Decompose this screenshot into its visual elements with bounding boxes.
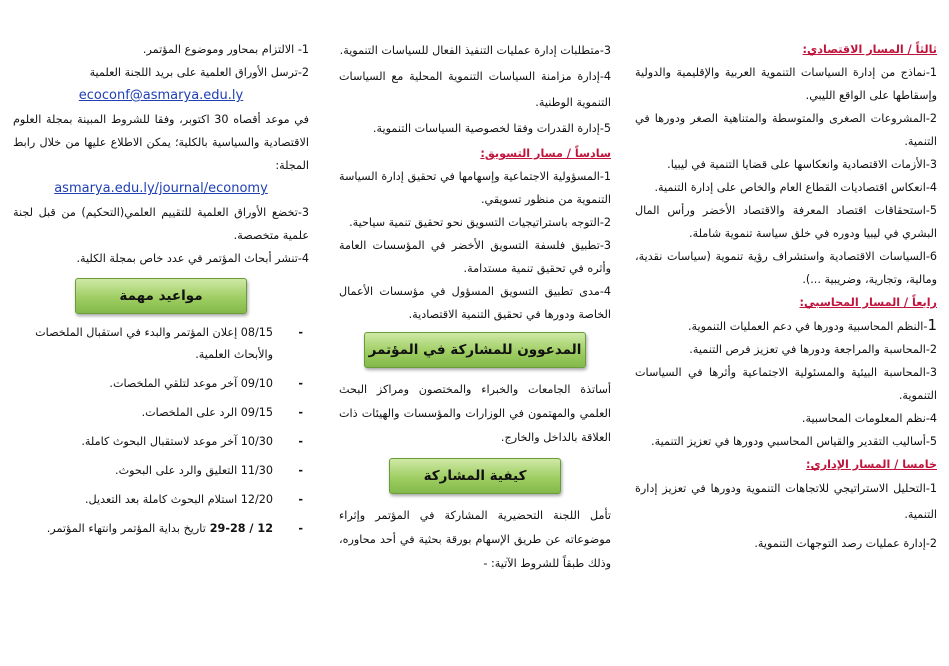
invited-text: أساتذة الجامعات والخبراء والمختصون ومراكز البحث العلمي والمهتمون في الوزارات والمؤسسات والهيئات ذات العلاقة بالداخل والخارج.: [339, 383, 611, 444]
list-item: 4-مدى تطبيق التسويق المسؤول في مؤسسات الأعمال الخاصة ودورها في تحقيق التنمية الاقتصادية.: [339, 285, 611, 321]
date-value: 12/20: [240, 493, 273, 506]
date-text: استلام البحوث كاملة بعد التعديل.: [84, 493, 238, 506]
list-item: [13, 322, 309, 366]
date-value: 12 / 29-28: [209, 522, 273, 535]
accounting-items: [635, 314, 937, 453]
date-text: آخر موعد لاستقبال البحوث كاملة.: [81, 435, 238, 448]
list-item: 5-أساليب التقدير والقياس المحاسبي ودورها في تعزيز التنمية.: [651, 435, 937, 448]
list-item: 3-الأزمات الاقتصادية وانعكاسها على قضايا التنمية في ليبيا.: [667, 158, 937, 171]
track-accounting-heading: رابعاً / المسار المحاسبي:: [799, 296, 937, 309]
list-item: 3-متطلبات إدارة عمليات التنفيذ الفعال للسياسات التنموية.: [339, 44, 611, 57]
date-value: 10/30: [240, 435, 273, 448]
admin-items-continued: [339, 38, 611, 142]
list-item: 5-إدارة القدرات وفقا لخصوصية السياسات التنموية.: [372, 122, 611, 135]
list-item: [13, 459, 309, 482]
list-item: 4-إدارة مزامنة السياسات التنموية المحلية مع السياسات التنموية الوطنية.: [339, 70, 611, 109]
list-item: 3-تطبيق فلسفة التسويق الأخضر في المؤسسات العامة وأثره في تحقيق تنمية مستدامة.: [339, 239, 611, 275]
list-item: 1-المسؤولية الاجتماعية وإسهامها في تحقيق إدارة السياسة التنموية من منظور تسويقي.: [339, 170, 611, 206]
date-text: تاريخ بداية المؤتمر وانتهاء المؤتمر.: [46, 522, 206, 535]
journal-link[interactable]: asmarya.edu.ly/journal/economy: [54, 181, 268, 196]
how-to-participate-box: كيفية المشاركة: [389, 458, 561, 494]
condition-item: 4-تنشر أبحاث المؤتمر في عدد خاص بمجلة الكلية.: [76, 252, 309, 265]
email-link[interactable]: ecoconf@asmarya.edu.ly: [78, 88, 244, 103]
item-number: 1: [927, 316, 937, 334]
left-column: [13, 38, 309, 540]
condition-item: في موعد أقصاه 30 اكتوبر، وفقا للشروط المبينة بمجلة العلوم الاقتصادية والسياسية بالكلية؛ يمكن الاطلاع عليها من خلال رابط المجلة:: [13, 113, 309, 172]
list-item: 3-المحاسبة البيئية والمسئولية الاجتماعية وأثرها في السياسات التنموية.: [635, 366, 937, 402]
date-value: 08/15: [240, 326, 273, 339]
admin-items: [635, 476, 937, 555]
list-item: [13, 488, 309, 511]
how-to-participate-text: تأمل اللجنة التحضيرية المشاركة في المؤتمر وإثراء موضوعاته عن طريق الإسهام بورقة بحثية في أحد محاوره، وذلك طبقاً للشروط الآتية: -: [339, 509, 611, 570]
date-text: إعلان المؤتمر والبدء في استقبال الملخصات والأبحاث العلمية.: [35, 326, 273, 361]
list-item: 2-المحاسبة والمراجعة ودورها في تعزيز فرص التنمية.: [689, 343, 937, 356]
list-item: 4-نظم المعلومات المحاسبية.: [801, 412, 937, 425]
item-text: -النظم المحاسبية ودورها في دعم العمليات التنموية.: [687, 320, 928, 333]
list-item: [13, 430, 309, 453]
track-economic-heading: ثالثاً / المسار الاقتصادي:: [802, 43, 937, 56]
list-item: 5-استحقاقات اقتصاد المعرفة والاقتصاد الأخضر ورأس المال البشري في ليبيا ودوره في خلق سياسة تنموية شاملة.: [635, 204, 937, 240]
marketing-items: [339, 165, 611, 326]
list-item: [635, 314, 937, 338]
list-item: 1-التحليل الاستراتيجي للاتجاهات التنموية ودورها في تعزيز إدارة التنمية.: [635, 482, 937, 521]
list-item: 1-نماذج من إدارة السياسات التنموية العربية والإقليمية والدولية وإسقاطها على الواقع الليبي.: [635, 66, 937, 102]
track-admin-heading: خامسا / المسار الإداري:: [805, 458, 937, 471]
important-dates-list: [13, 322, 309, 540]
track-marketing-heading: سادساً / مسار التسويق:: [480, 147, 611, 160]
date-text: الرد على الملخصات.: [141, 406, 238, 419]
important-dates-box: مواعيد مهمة: [75, 278, 247, 314]
list-item: [13, 372, 309, 395]
condition-item: 2-ترسل الأوراق العلمية على بريد اللجنة العلمية: [89, 66, 309, 79]
middle-column: [339, 38, 611, 576]
list-item: [13, 401, 309, 424]
condition-item: 3-تخضع الأوراق العلمية للتقييم العلمي(التحكيم) من قبل لجنة علمية متخصصة.: [13, 206, 309, 242]
date-text: التعليق والرد على البحوث.: [115, 464, 238, 477]
list-item: 2-إدارة عمليات رصد التوجهات التنموية.: [754, 537, 937, 550]
list-item: 2-المشروعات الصغرى والمتوسطة والمتناهية الصغر ودورها في التنمية.: [635, 112, 937, 148]
list-item: [13, 517, 309, 540]
date-value: 11/30: [240, 464, 273, 477]
list-item: 2-التوجه باستراتيجيات التسويق نحو تحقيق تنمية سياحية.: [349, 216, 611, 229]
condition-item: 1- الالتزام بمحاور وموضوع المؤتمر.: [142, 43, 309, 56]
list-item: 6-السياسات الاقتصادية واستشراف رؤية تنموية (سياسات نقدية، ومالية، وتجارية، وضريبية ...).: [635, 250, 937, 286]
date-text: آخر موعد لتلقي الملخصات.: [109, 377, 238, 390]
date-value: 09/15: [240, 406, 273, 419]
invited-title-box: المدعوون للمشاركة في المؤتمر: [364, 332, 586, 368]
economic-items: [635, 61, 937, 291]
date-value: 09/10: [240, 377, 273, 390]
right-column: [635, 38, 937, 555]
list-item: 4-انعكاس اقتصاديات القطاع العام والخاص على إدارة التنمية.: [654, 181, 937, 194]
